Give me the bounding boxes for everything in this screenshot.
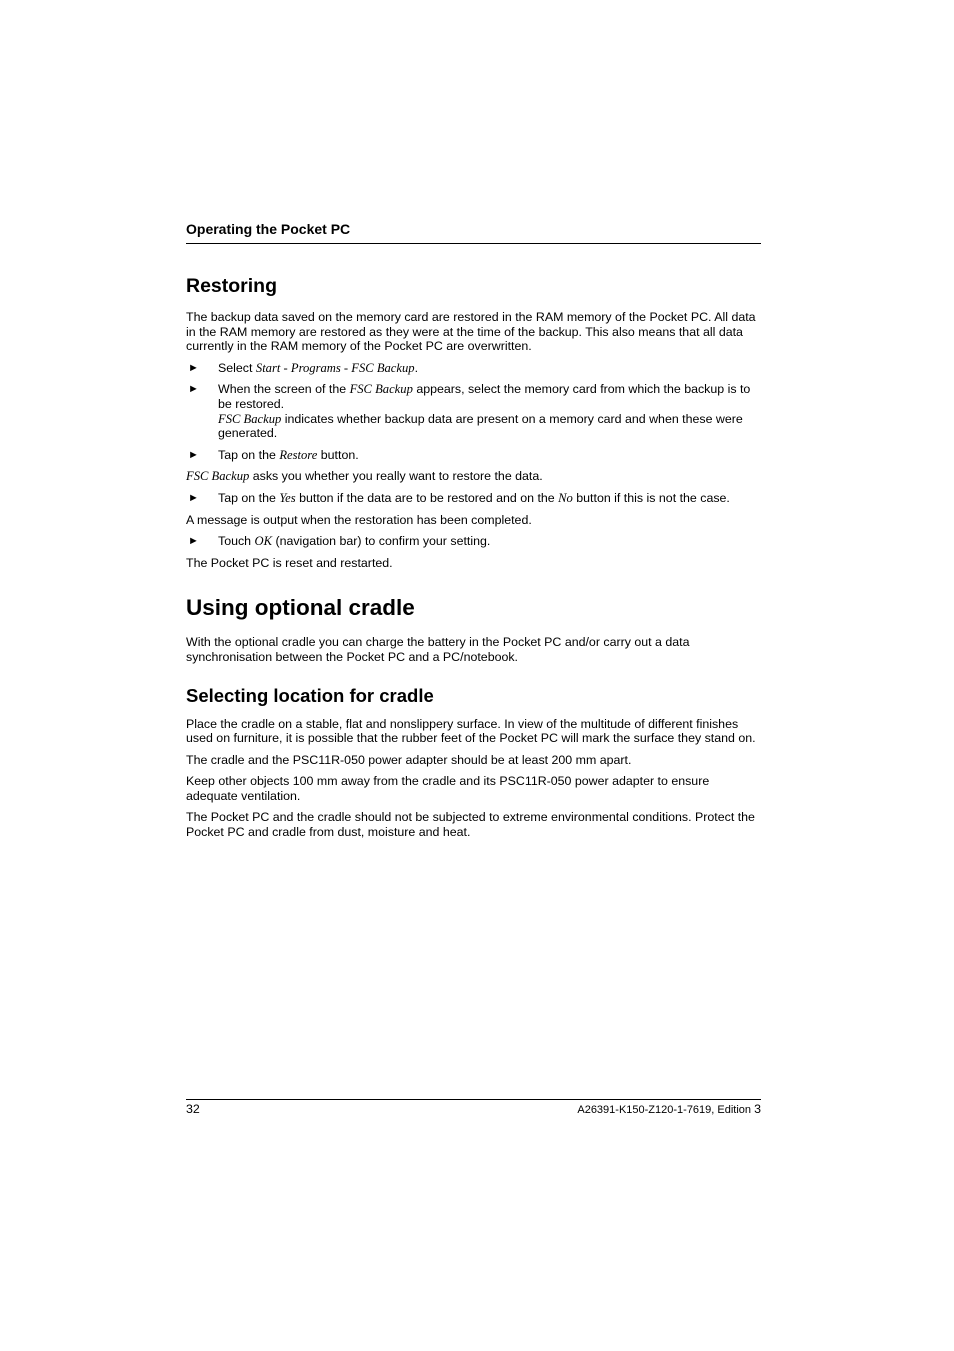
subsection-heading-location: Selecting location for cradle — [186, 684, 434, 706]
running-header: Operating the Pocket PC — [186, 221, 351, 237]
location-paragraph-3: Keep other objects 100 mm away from the cradle and its PSC11R-050 power adapter to ensure adequate ventilation. — [186, 774, 710, 803]
restoration-complete-text: A message is output when the restoration has been completed. — [186, 512, 532, 527]
ui-term: Restore — [279, 447, 318, 462]
bullet-arrow-icon: ► — [188, 491, 199, 504]
header-rule — [186, 243, 761, 244]
location-paragraph-4: The Pocket PC and the cradle should not be subjected to extreme environmental conditions. Protect the Pocket PC and cradle from dust, moisture and heat. — [186, 810, 755, 840]
ui-term: FSC Backup — [218, 411, 282, 426]
ui-term: Start - Programs - FSC Backup — [255, 360, 415, 375]
edition-number: 3 — [754, 1102, 761, 1116]
step-select-fsc-backup: ► Select Start - Programs - FSC Backup. — [188, 360, 419, 375]
location-paragraph-1: Place the cradle on a stable, flat and nonslippery surface. In view of the multitude of different finishes used on furniture, it is possible that the rubber feet of the Pocket PC will mark the surface they stand on. — [186, 716, 756, 746]
ui-term: No — [558, 490, 573, 505]
restoring-intro: The backup data saved on the memory card are restored in the RAM memory of the Pocket PC. All data in the RAM memory are restored as they were at the time of the backup. This also means that all data currently in the RAM memory of the Pocket PC are overwritten. — [186, 310, 756, 354]
document-page — [186, 0, 761, 1351]
bullet-arrow-icon: ► — [188, 448, 199, 461]
step-select-memory-card: ► When the screen of the FSC Backup appears, select the memory card from which the backup is to be restored. FSC Backup indicates whether backup data are present on a memory card and when these were generated. — [186, 382, 761, 440]
bullet-arrow-icon: ► — [188, 383, 199, 396]
ui-term: FSC Backup — [186, 469, 250, 484]
bullet-arrow-icon: ► — [188, 361, 199, 374]
restore-confirmation-text: FSC Backup asks you whether you really want to restore the data. — [186, 469, 543, 484]
step-tap-restore: ► Tap on the Restore button. — [188, 447, 359, 462]
cradle-intro: With the optional cradle you can charge the battery in the Pocket PC and/or carry out a data synchronisation between the Pocket PC and a PC/notebook. — [186, 635, 690, 664]
step-tap-yes-no: ► Tap on the Yes button if the data are to be restored and on the No button if this is not the case. — [188, 490, 730, 505]
section-heading-restoring: Restoring — [186, 275, 278, 297]
reset-text: The Pocket PC is reset and restarted. — [186, 555, 393, 570]
page-content — [186, 274, 761, 847]
ui-term: FSC Backup — [349, 382, 413, 397]
step-touch-ok: ► Touch OK (navigation bar) to confirm your setting. — [188, 534, 491, 549]
ui-term: Yes — [279, 490, 296, 505]
location-paragraph-2: The cradle and the PSC11R-050 power adapter should be at least 200 mm apart. — [186, 752, 632, 767]
footer-rule — [186, 1099, 761, 1100]
document-id: A26391-K150-Z120-1-7619, Edition 3 — [577, 1102, 761, 1116]
bullet-arrow-icon: ► — [188, 535, 199, 548]
page-number: 32 — [186, 1102, 200, 1116]
step-note: FSC Backup indicates whether backup data are present on a memory card and when these were generated. — [218, 411, 743, 441]
ui-term: OK — [254, 534, 273, 549]
section-heading-cradle: Using optional cradle — [186, 595, 415, 621]
